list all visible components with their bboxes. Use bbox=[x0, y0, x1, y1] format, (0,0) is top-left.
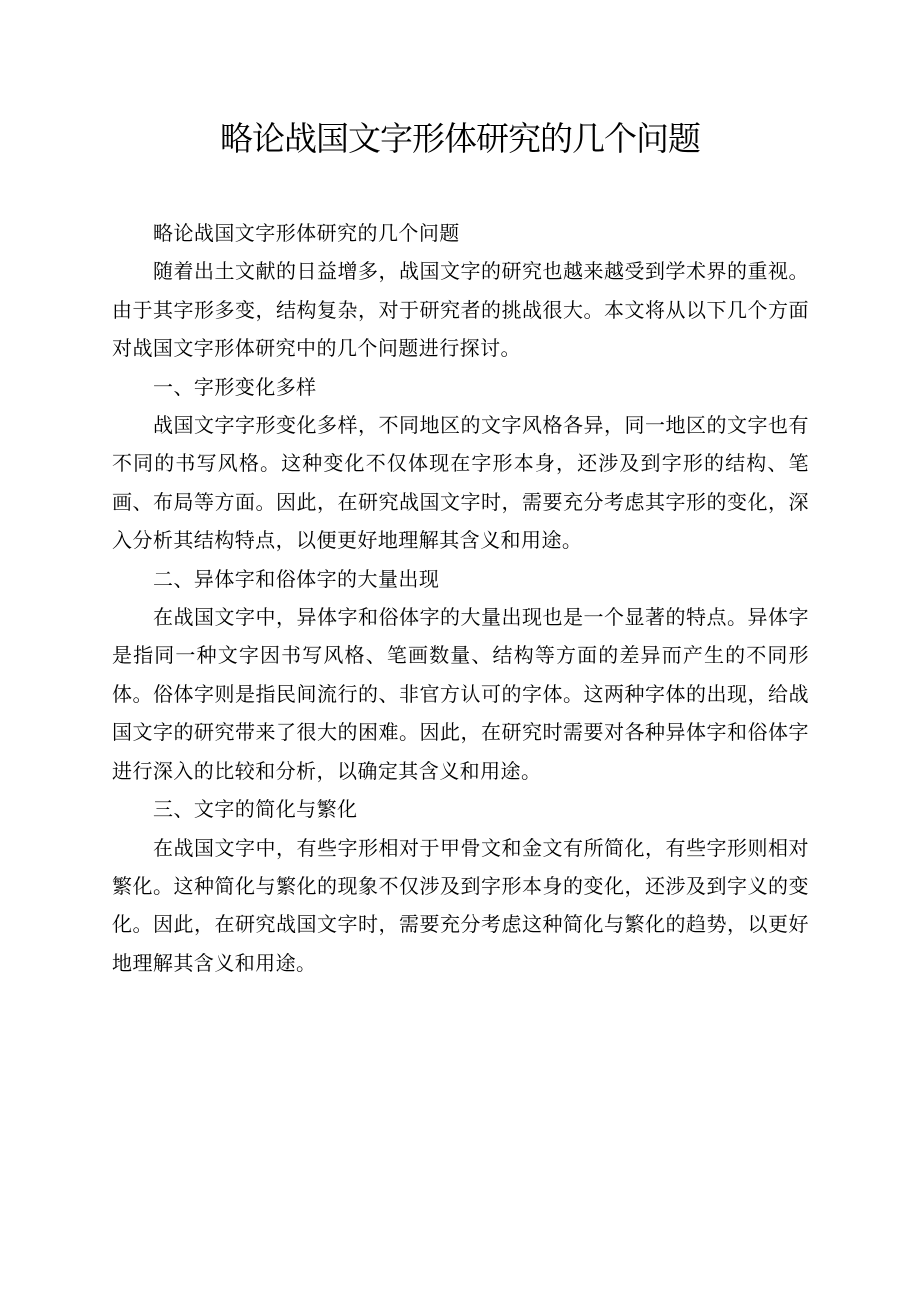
section-heading-1: 一、字形变化多样 bbox=[153, 374, 317, 399]
document-title: 略论战国文字形体研究的几个问题 bbox=[220, 119, 700, 158]
subtitle-paragraph: 略论战国文字形体研究的几个问题 bbox=[153, 221, 460, 245]
section-heading-3: 三、文字的简化与繁化 bbox=[153, 797, 358, 822]
intro-paragraph: 随着出土文献的日益增多，战国文字的研究也越来越受到学术界的重视。由于其字形多变，结构复杂，对于研究者的挑战很大。本文将从以下几个方面对战国文字形体研究中的几个问题进行探讨。 bbox=[112, 259, 809, 361]
section-heading-2: 二、异体字和俗体字的大量出现 bbox=[153, 566, 440, 591]
document-body bbox=[112, 214, 809, 982]
section-paragraph-3: 在战国文字中，有些字形相对于甲骨文和金文有所简化，有些字形则相对繁化。这种简化与繁化的现象不仅涉及到字形本身的变化，还涉及到字义的变化。因此，在研究战国文字时，需要充分考虑这种简化与繁化的趋势，以更好地理解其含义和用途。 bbox=[112, 835, 809, 975]
section-paragraph-1: 战国文字字形变化多样，不同地区的文字风格各异，同一地区的文字也有不同的书写风格。这种变化不仅体现在字形本身，还涉及到字形的结构、笔画、布局等方面。因此，在研究战国文字时，需要充分考虑其字形的变化，深入分析其结构特点，以便更好地理解其含义和用途。 bbox=[112, 413, 809, 553]
section-paragraph-2: 在战国文字中，异体字和俗体字的大量出现也是一个显著的特点。异体字是指同一种文字因书写风格、笔画数量、结构等方面的差异而产生的不同形体。俗体字则是指民间流行的、非官方认可的字体。这两种字体的出现，给战国文字的研究带来了很大的困难。因此，在研究时需要对各种异体字和俗体字进行深入的比较和分析，以确定其含义和用途。 bbox=[112, 605, 809, 783]
